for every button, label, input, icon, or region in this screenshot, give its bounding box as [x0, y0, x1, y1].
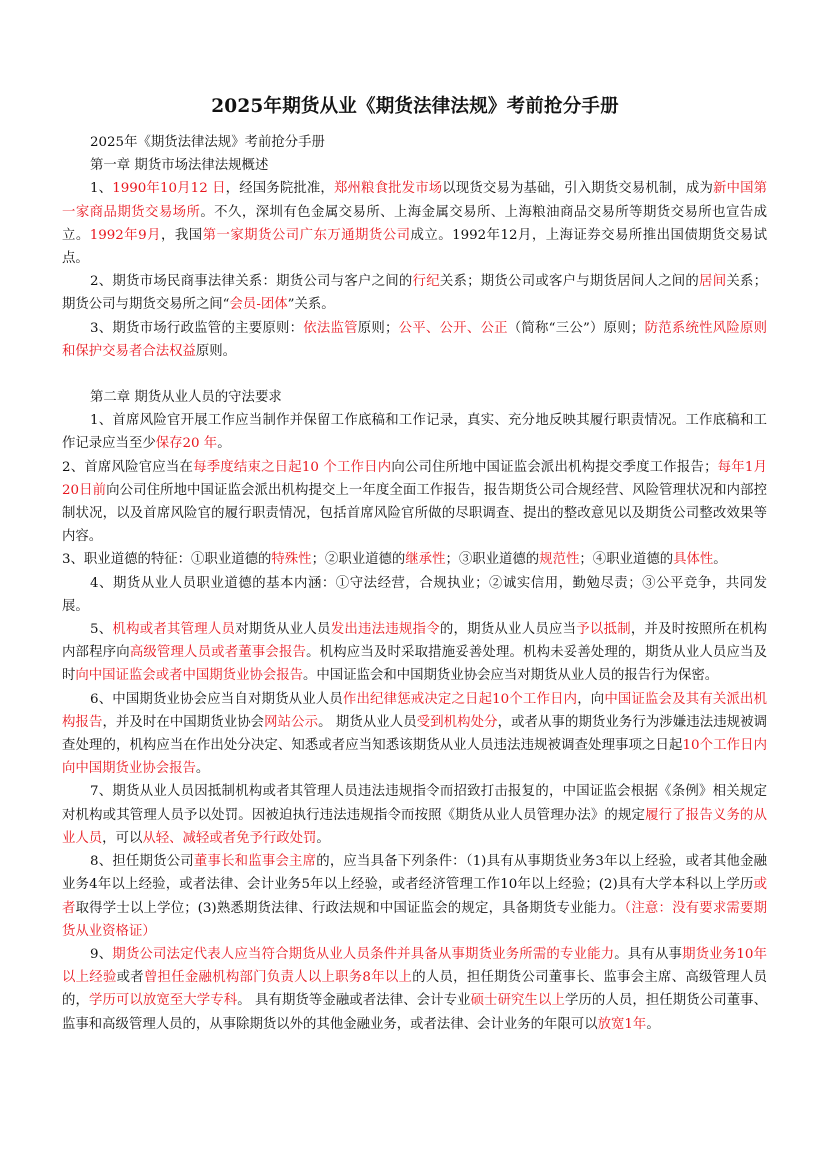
- text-segment: 3、期货市场行政监管的主要原则：: [90, 320, 304, 336]
- document-body: [62, 131, 767, 1036]
- text-segment: 的，应当具备下列条件：（1)具有从事期货业务3年以上经验，或者其他金融业务4年以上经验，或者法律、会计业务5年以上经验，或者经济管理工作10年以上经验；(2)具有大学本科以上学历: [62, 854, 767, 893]
- text-segment: 2、期货市场民商事法律关系：期货公司与客户之间的: [90, 274, 413, 290]
- text-segment: 取得学士以上学位；(3)熟悉期货法律、行政法规和中国证监会的规定，具备期货专业能力。: [75, 900, 625, 916]
- text-segment: 的人员，担任期货公司董事长、监事会主席、高级管理人员的，: [62, 970, 767, 1009]
- text-segment: 9、: [90, 946, 113, 962]
- text-segment: ，经国务院批准，: [225, 181, 334, 197]
- text-segment: 关系；期货公司或客户与期货居间人之间的: [439, 274, 700, 290]
- ch1-paragraph-3: [62, 317, 767, 363]
- highlighted-text: 放宽1年: [597, 1016, 647, 1032]
- text-segment: 学历的人员，担任期货公司董事、监事和高级管理人员的，从事除期货以外的其他金融业务，或者法律、会计业务的年限可以: [62, 993, 768, 1032]
- document-title: 2025年期货从业《期货法律法规》考前抢分手册: [211, 96, 619, 117]
- text-segment: 。 具有期货等金融或者法律、会计专业: [237, 993, 471, 1009]
- text-segment: 6、中国期货业协会应当自对期货从业人员: [90, 691, 343, 707]
- highlighted-text: 董事长和监事会主席: [193, 854, 317, 870]
- ch1-paragraph-2: [62, 270, 767, 316]
- text-segment: 原则；: [357, 320, 399, 336]
- text-segment: 。具有从事: [614, 946, 683, 962]
- ch2-paragraph-3: [62, 548, 767, 571]
- highlighted-text: 受到机构处分: [416, 714, 498, 730]
- text-segment: 。: [713, 552, 727, 568]
- text-segment: ，并及时按照所在机构内部程序向: [62, 622, 768, 661]
- highlighted-text: 发出违法违规指令: [330, 622, 440, 638]
- highlighted-text: （注意：没有要求需要期货从业资格证）: [62, 900, 767, 939]
- text-segment: 。中国证监会和中国期货业协会应当对期货从业人员的报告行为保密。: [303, 668, 719, 684]
- document-subtitle: 2025年《期货法律法规》考前抢分手册: [90, 135, 325, 150]
- text-segment: 原则。: [195, 343, 237, 359]
- highlighted-text: 10个工作日内向中国期货业协会报告: [62, 738, 768, 777]
- highlighted-text: 第一家期货公司广东万通期货公司: [202, 227, 411, 243]
- highlighted-text: 或者: [62, 877, 767, 916]
- highlighted-text: 学历可以放宽至大学专科: [88, 993, 238, 1009]
- text-segment: ，并及时在中国期货业协会: [102, 714, 265, 730]
- text-segment: （简称“三公”）原则；: [507, 320, 645, 336]
- highlighted-text: 履行了报告义务的从业人员: [62, 807, 768, 846]
- text-segment: ；③职业道德的: [445, 552, 540, 568]
- highlighted-text: 网站公示: [264, 714, 319, 730]
- highlighted-text: 中国证监会及其有关派出机构报告: [62, 691, 767, 730]
- text-segment: 或者: [116, 970, 144, 986]
- text-segment: 。: [316, 830, 330, 846]
- text-segment: 对期货从业人员: [235, 622, 331, 638]
- text-segment: 2、首席风险官应当在: [62, 459, 194, 475]
- highlighted-text: 高级管理人员或者董事会报告: [129, 645, 307, 661]
- chapter-2-heading: 第二章 期货从业人员的守法要求: [90, 390, 282, 406]
- highlighted-text: 向中国证监会或者中国期货业协会报告: [75, 668, 304, 684]
- highlighted-text: 作出纪律惩戒决定之日起10个工作日内: [342, 691, 578, 707]
- highlighted-text: 1992年9月: [89, 227, 161, 243]
- ch2-paragraph-8: [62, 850, 767, 943]
- highlighted-text: 保存20 年: [155, 436, 218, 452]
- text-segment: 。: [646, 1016, 660, 1032]
- highlighted-text: 机构或者其管理人员: [112, 622, 236, 638]
- text-segment: ，向: [577, 691, 605, 707]
- highlighted-text: 会员-团体: [229, 297, 288, 313]
- text-segment: 。 期货从业人员: [318, 714, 417, 730]
- text-segment: 向公司住所地中国证监会派出机构提交上一年度全面工作报告，报告期货公司合规经营、风险管理状况和内部控制状况，以及首席风险官的履行职责情况，包括首席风险官所做的尽职调查、提出的整改意见以及期货公司整改效果等内容。: [62, 482, 767, 545]
- highlighted-text: 予以抵制: [576, 622, 631, 638]
- highlighted-text: 公平、公开、公正: [398, 320, 508, 336]
- highlighted-text: 依法监管: [303, 320, 358, 336]
- text-segment: ；②职业道德的: [311, 552, 406, 568]
- highlighted-text: 期货公司法定代表人应当符合期货从业人员条件并具备从事期货业务所需的专业能力: [112, 946, 615, 962]
- text-segment: 8、担任期货公司: [90, 854, 194, 870]
- text-segment: 向公司住所地中国证监会派出机构提交季度工作报告；: [391, 459, 718, 475]
- highlighted-text: 曾担任金融机构部门负责人以上职务8年以上: [143, 970, 413, 986]
- highlighted-text: 防范系统性风险原则和保护交易者合法权益: [62, 320, 768, 359]
- ch2-paragraph-4: [62, 572, 767, 618]
- text-segment: ；④职业道德的: [579, 552, 674, 568]
- text-segment: 的，期货从业人员应当: [439, 622, 577, 638]
- text-segment: 3、职业道德的特征：①职业道德的: [62, 552, 272, 568]
- text-segment: 1、: [90, 181, 113, 197]
- ch1-paragraph-1: [62, 177, 767, 270]
- text-segment: 4、期货从业人员职业道德的基本内涵：①守法经营，合规执业；②诚实信用，勤勉尽责；③公平竞争，共同发展。: [62, 575, 767, 614]
- text-segment: 7、期货从业人员因抵制机构或者其管理人员违法违规指令而招致打击报复的，中国证监会根据《条例》相关规定对机构或其管理人员予以处罚。因被迫执行违法违规指令而按照《期货从业人员管理办法》的规定: [62, 784, 767, 823]
- chapter-1-heading: 第一章 期货市场法律法规概述: [90, 158, 269, 174]
- text-segment: ，我国: [161, 227, 203, 243]
- ch2-paragraph-1: [62, 409, 767, 455]
- highlighted-text: 每季度结束之日起10 个工作日内: [193, 459, 392, 475]
- ch2-paragraph-7: [62, 780, 767, 850]
- text-segment: 以现货交易为基础，引入期货交易机制，成为: [442, 181, 713, 197]
- highlighted-text: 每年1月20日前: [62, 459, 767, 498]
- text-segment: ，或者从事的期货业务行为涉嫌违法违规被调查处理的，机构应当在作出处分决定、知悉或者应当知悉该期货从业人员违法违规被调查处理事项之日起: [62, 714, 768, 754]
- ch2-paragraph-2: [62, 456, 767, 549]
- text-segment: 。: [217, 436, 231, 452]
- highlighted-text: 规范性: [539, 552, 580, 568]
- text-segment: 1、首席风险官开展工作应当制作并保留工作底稿和工作记录，真实、充分地反映其履行职责情况。工作底稿和工作记录应当至少: [62, 413, 767, 452]
- ch2-paragraph-6: [62, 688, 767, 781]
- ch2-paragraph-5: [62, 618, 767, 688]
- highlighted-text: 新中国第一家商品期货交易场所: [62, 181, 768, 220]
- highlighted-text: 郑州粮食批发市场: [333, 181, 443, 197]
- text-segment: ，可以: [102, 830, 143, 846]
- text-segment: 5、: [90, 622, 113, 638]
- highlighted-text: 从轻、减轻或者免予行政处罚: [142, 830, 317, 846]
- ch2-paragraph-9: [62, 943, 767, 1036]
- highlighted-text: 继承性: [405, 552, 446, 568]
- text-segment: 。机构应当及时采取措施妥善处理。机构未妥善处理的，期货从业人员应当及时: [62, 645, 768, 684]
- text-segment: 。不久，深圳有色金属交易所、上海金属交易所、上海粮油商品交易所等期货交易所也宣告成立。: [62, 204, 768, 243]
- highlighted-text: 居间: [699, 274, 727, 290]
- highlighted-text: 1990年10月12 日: [112, 181, 226, 197]
- text-segment: 关系；期货公司与期货交易所之间“: [62, 274, 768, 313]
- highlighted-text: 硕士研究生以上: [470, 993, 565, 1009]
- section-spacer: [62, 363, 767, 386]
- text-segment: 。: [195, 761, 210, 777]
- highlighted-text: 特殊性: [271, 552, 312, 568]
- highlighted-text: 具体性: [673, 552, 714, 568]
- highlighted-text: 行纪: [412, 274, 440, 290]
- text-segment: 成立。1992年12月，上海证券交易所推出国债期货交易试点。: [62, 227, 768, 267]
- highlighted-text: 期货业务10年以上经验: [62, 946, 767, 986]
- text-segment: ”关系。: [287, 297, 335, 313]
